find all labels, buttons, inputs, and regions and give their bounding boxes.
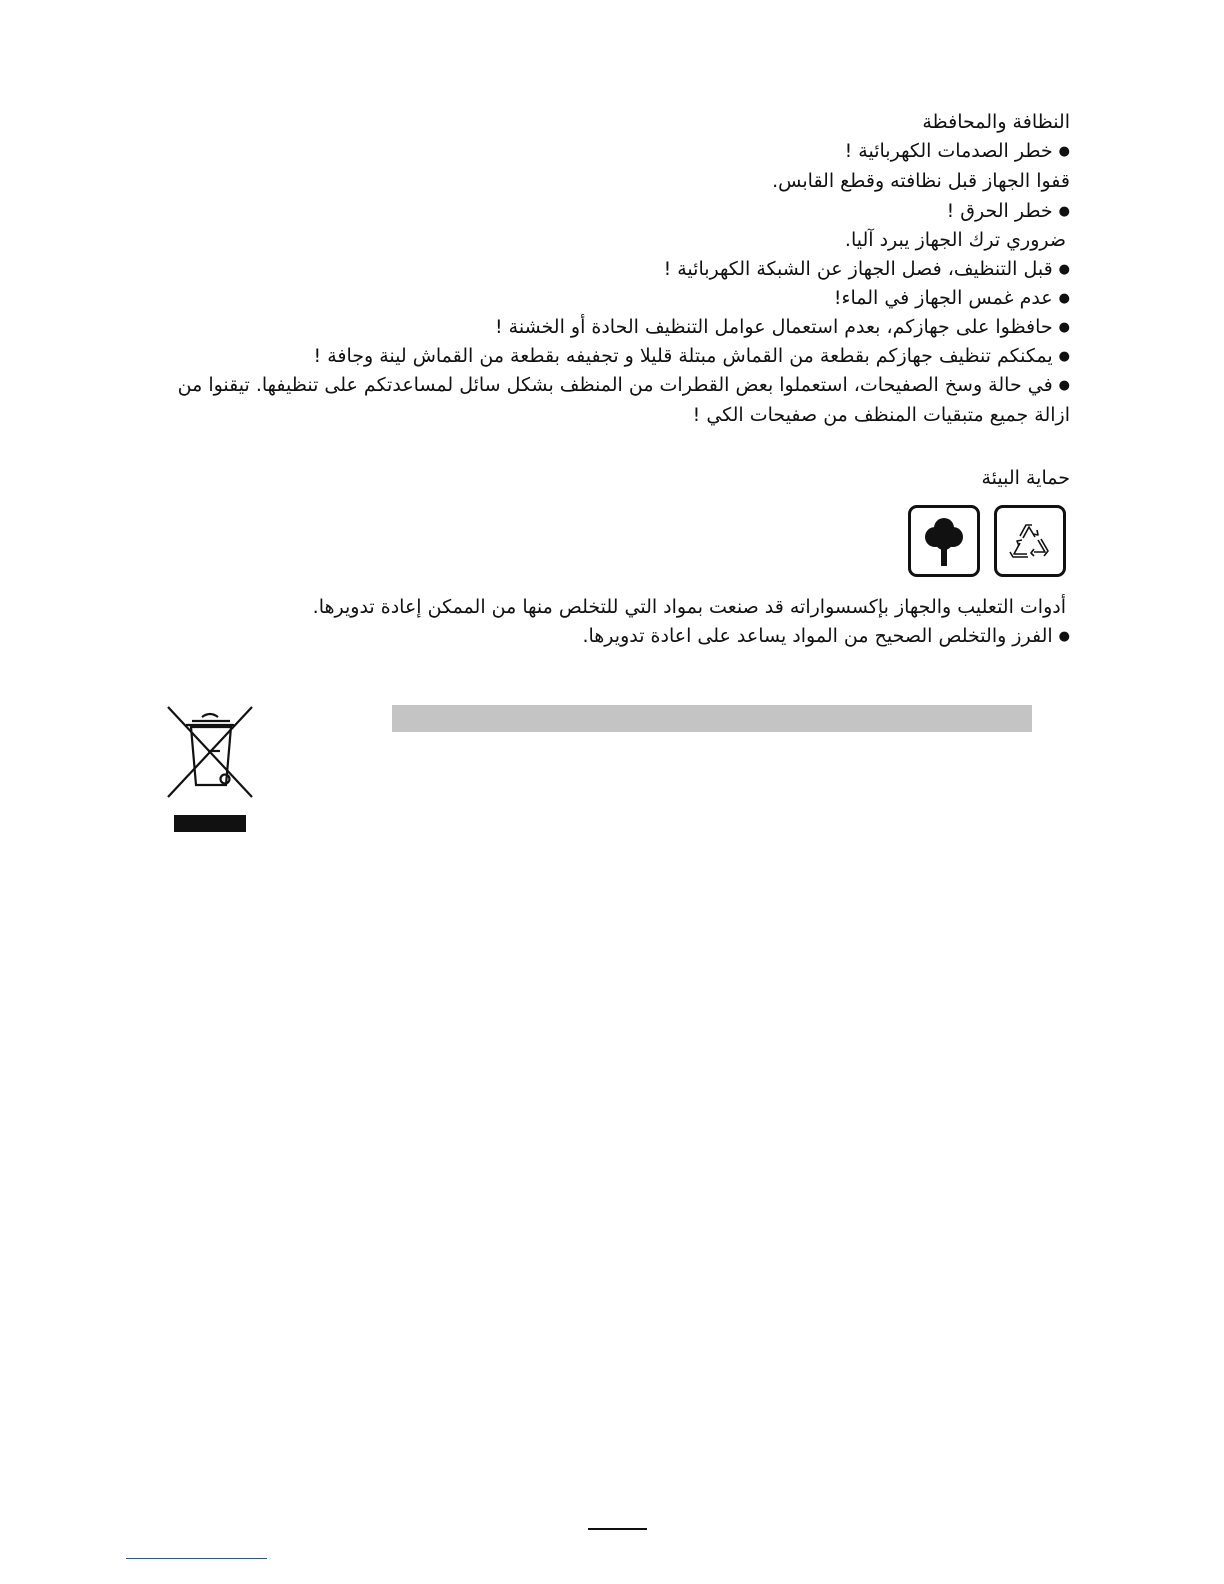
crossed-out-bin-icon: [164, 703, 256, 835]
packaging-text: أدوات التعليب والجهاز بإكسسواراته قد صنعت بمواد التي للتخلص منها من الممكن إعادة تدويرها.: [312, 596, 1066, 618]
shock-text: قفوا الجهاز قبل نظافته وقطع القابس.: [772, 170, 1070, 192]
environment-heading: حماية البيئة: [981, 467, 1070, 489]
unplug-instruction: ● قبل التنظيف، فصل الجهاز عن الشبكة الكهربائية !: [664, 255, 1070, 286]
shock-warning: ● خطر الصدمات الكهربائية !: [845, 137, 1070, 168]
tree-icon: [908, 505, 980, 577]
dirty-plates-line2: ازالة جميع متبقيات المنظف من صفيحات الكي !: [692, 404, 1070, 426]
footer-rule: [126, 1558, 267, 1559]
no-abrasive-instruction: ● حافظوا على جهازكم، بعدم استعمال عوامل التنظيف الحادة أو الخشنة !: [495, 313, 1070, 344]
burn-warning: ● خطر الحرق !: [947, 197, 1070, 228]
page-number-line: [588, 1528, 647, 1530]
cleaning-heading: النظافة والمحافظة: [922, 111, 1070, 133]
burn-text: ضروري ترك الجهاز يبرد آليا.: [844, 229, 1066, 251]
sorting-text: ● الفرز والتخلص الصحيح من المواد يساعد على اعادة تدويرها.: [582, 622, 1070, 653]
no-water-instruction: ● عدم غمس الجهاز في الماء!: [834, 284, 1070, 315]
damp-cloth-instruction: ● يمكنكم تنظيف جهازكم بقطعة من القماش مبتلة قليلا و تجفيفه بقطعة من القماش لينة وجافة !: [314, 342, 1070, 373]
recycle-icon: [994, 505, 1066, 577]
section-bar: [392, 705, 1032, 732]
dirty-plates-line1: ● في حالة وسخ الصفيحات، استعملوا بعض القطرات من المنظف بشكل سائل لمساعدتكم على تنظيفها. تيقنوا من: [178, 371, 1070, 402]
